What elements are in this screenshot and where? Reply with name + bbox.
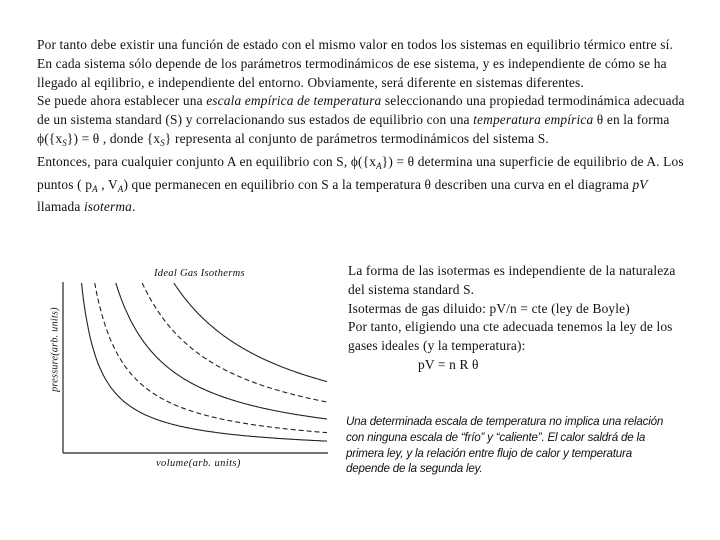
p2-subscript-2: S bbox=[160, 137, 165, 148]
ideal-gas-formula: pV = n R θ bbox=[418, 356, 479, 372]
isotherm-curve-4 bbox=[142, 283, 327, 402]
p2-text-3: θ en la forma ϕ({x bbox=[37, 112, 670, 146]
p3-text-4: ) que permanecen en equilibrio con S a la temperatura θ describen una curva en el diagrama bbox=[123, 176, 633, 192]
isotherm-curve-3 bbox=[116, 283, 327, 419]
p3-text-2: }) = θ determina una superficie de equilibrio de A. Los puntos ( p bbox=[37, 153, 684, 192]
p3-text-6: . bbox=[132, 199, 136, 215]
isotherm-curve-1 bbox=[82, 283, 328, 441]
side-line-2: Isotermas de gas diluido: pV/n = cte (ley de Boyle) bbox=[348, 300, 630, 316]
chart-plot-area bbox=[62, 282, 328, 454]
p3-subscript-3: A bbox=[117, 183, 124, 194]
p2-text-1: Se puede ahora establecer una bbox=[37, 93, 207, 109]
p2-text-4: }) = θ , donde {x bbox=[66, 130, 161, 146]
p2-emphasis-1: escala empírica de temperatura bbox=[206, 93, 382, 109]
p3-subscript-1: A bbox=[376, 160, 382, 171]
side-line-3: Por tanto, eligiendo una cte adecuada tenemos la ley de los gases ideales (y la temperatura): bbox=[348, 319, 673, 354]
p3-text-3: , V bbox=[97, 176, 118, 192]
note-text: Una determinada escala de temperatura no implica una relación con ninguna escala de “frío” y “caliente”. El calor saldrá de la primera ley, y la relación entre flujo de calor y temperatura depende de la segunda ley. bbox=[346, 415, 664, 476]
chart-y-axis-label: pressure(arb. units) bbox=[49, 307, 61, 392]
paragraph-1: Por tanto debe existir una función de estado con el mismo valor en todos los sistemas en equilibrio térmico entre sí. En cada sistema sólo depende de los parámetros termodinámicos de ese sistema, y es independiente de cómo se ha llegado al eqilibrio, e independiente del entorno. Obviamente, será diferente en sistemas diferentes. bbox=[37, 37, 673, 90]
isotherm-curve-5 bbox=[174, 283, 327, 382]
p2-emphasis-2: temperatura empírica bbox=[473, 112, 594, 128]
p2-text-2: seleccionando una propiedad termodinámica adecuada de un sistema standard (S) y correlacionando sus estados de equilibrio con una bbox=[37, 93, 685, 128]
p3-text-1: Entonces, para cualquier conjunto A en equilibrio con S, ϕ({x bbox=[37, 153, 377, 169]
paragraph-2 bbox=[37, 92, 687, 152]
p3-subscript-2: A bbox=[92, 183, 98, 194]
chart-x-axis-label: volume(arb. units) bbox=[156, 458, 241, 469]
isotherm-chart bbox=[36, 262, 336, 474]
side-line-1: La forma de las isotermas es independiente de la naturaleza del sistema standard S. bbox=[348, 263, 676, 297]
p3-emphasis-1: pV bbox=[632, 176, 648, 192]
isotherm-curve-2 bbox=[95, 283, 327, 433]
paragraph-3 bbox=[37, 153, 687, 217]
p2-text-5: } representa al conjunto de parámetros termodinámicos del sistema S. bbox=[164, 130, 549, 146]
p3-emphasis-2: isoterma bbox=[83, 199, 133, 215]
p2-subscript-1: S bbox=[62, 137, 67, 148]
side-text bbox=[348, 262, 688, 375]
main-text bbox=[37, 36, 687, 217]
p3-text-5: llamada bbox=[37, 199, 84, 215]
chart-title: Ideal Gas Isotherms bbox=[154, 268, 245, 279]
